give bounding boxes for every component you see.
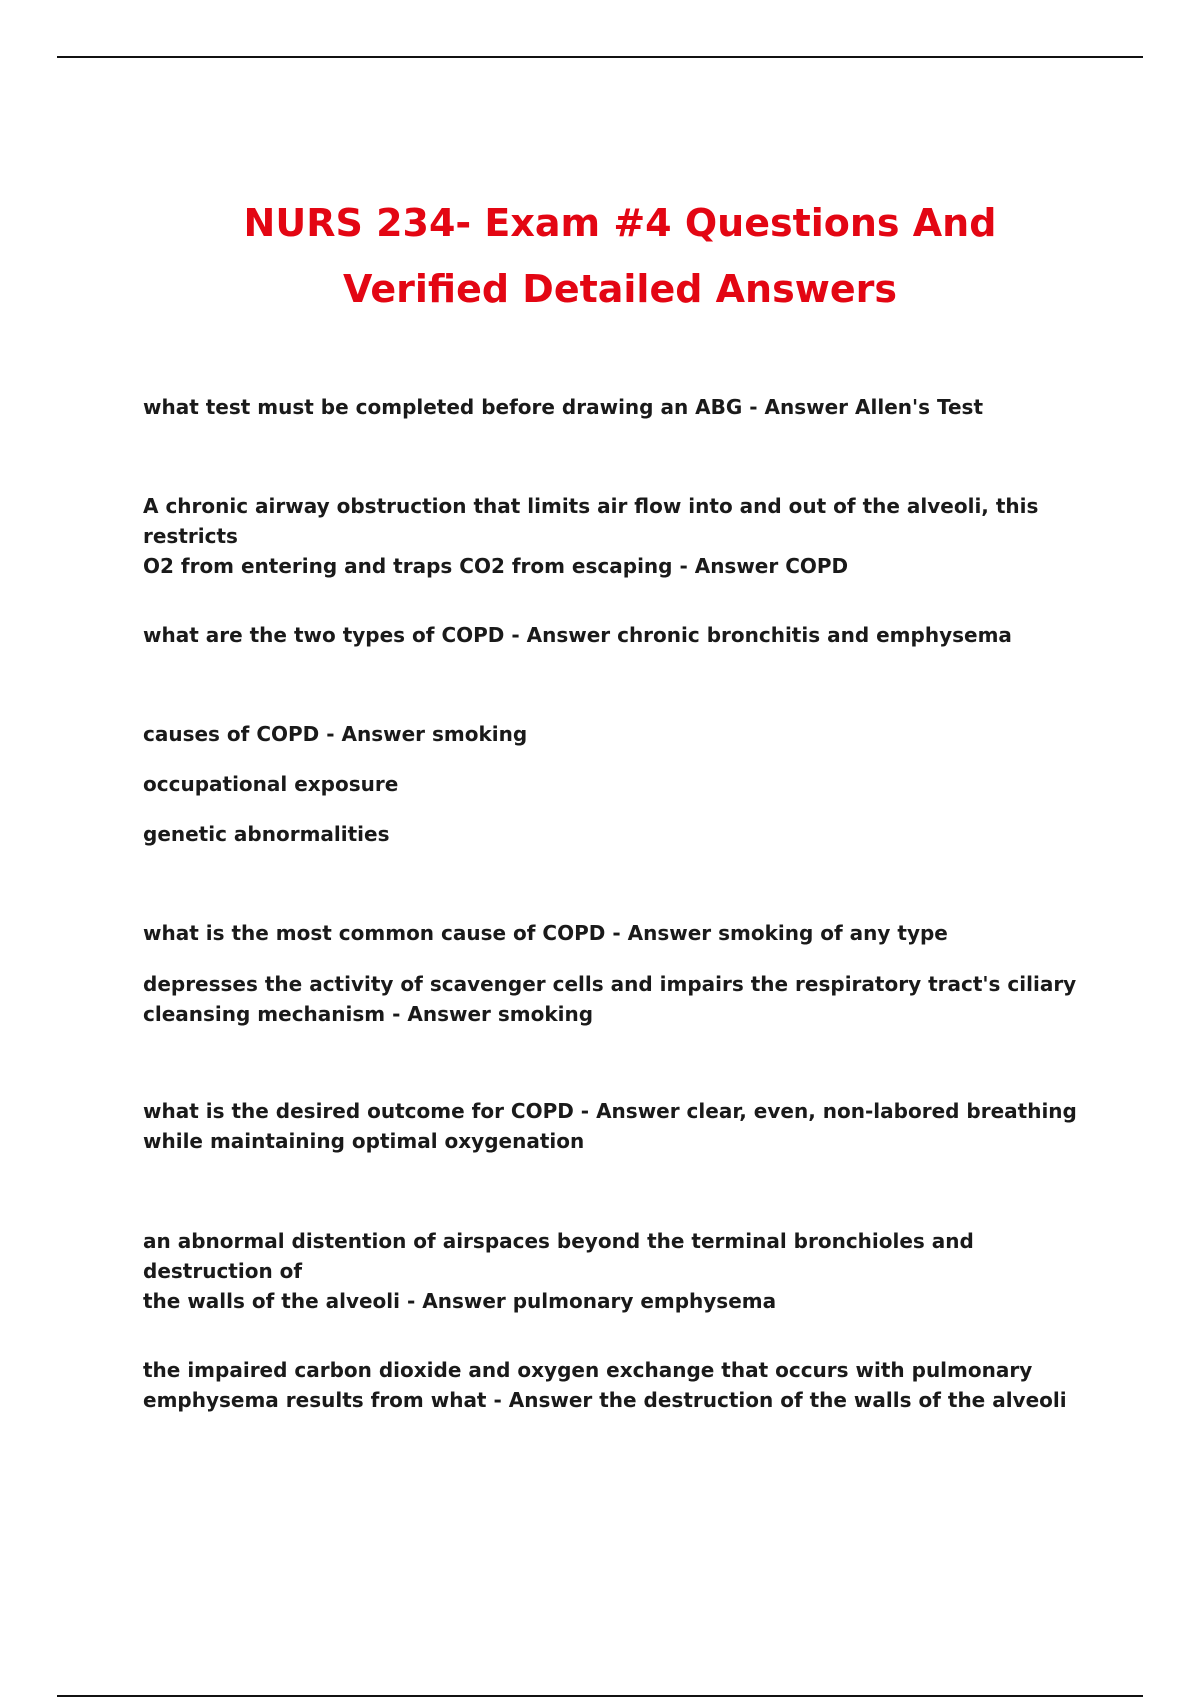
qa-line: while maintaining optimal oxygenation (143, 1129, 585, 1153)
qa-item (143, 1226, 1093, 1316)
qa-line: what is the desired outcome for COPD - Answer clear, even, non-labored breathing (143, 1099, 1077, 1123)
bottom-rule (57, 1695, 1143, 1697)
qa-line: what test must be completed before drawing an ABG - Answer Allen's Test (143, 395, 983, 419)
qa-line: emphysema results from what - Answer the destruction of the walls of the alveoli (143, 1388, 1067, 1412)
qa-line: the walls of the alveoli - Answer pulmonary emphysema (143, 1289, 777, 1313)
document-title (140, 190, 1100, 322)
qa-item (143, 918, 1093, 948)
qa-item (143, 969, 1093, 1029)
qa-line: what is the most common cause of COPD - Answer smoking of any type (143, 921, 948, 945)
top-rule (57, 56, 1143, 58)
qa-item (143, 769, 1093, 799)
qa-line: O2 from entering and traps CO2 from escaping - Answer COPD (143, 554, 849, 578)
title-line-1: NURS 234- Exam #4 Questions And (243, 201, 997, 245)
qa-line: an abnormal distention of airspaces beyond the terminal bronchioles and destruction of (143, 1229, 974, 1283)
qa-item (143, 392, 1093, 422)
qa-item (143, 819, 1093, 849)
qa-item (143, 620, 1093, 650)
title-line-2: Verified Detailed Answers (343, 267, 897, 311)
qa-item (143, 719, 1093, 749)
qa-line: A chronic airway obstruction that limits air flow into and out of the alveoli, this restricts (143, 494, 1039, 548)
qa-line: genetic abnormalities (143, 822, 390, 846)
qa-item (143, 491, 1093, 581)
qa-line: cleansing mechanism - Answer smoking (143, 1002, 594, 1026)
qa-line: causes of COPD - Answer smoking (143, 722, 528, 746)
qa-line: depresses the activity of scavenger cells and impairs the respiratory tract's ciliary (143, 972, 1077, 996)
qa-line: the impaired carbon dioxide and oxygen exchange that occurs with pulmonary (143, 1358, 1033, 1382)
qa-item (143, 1355, 1093, 1415)
qa-line: what are the two types of COPD - Answer chronic bronchitis and emphysema (143, 623, 1012, 647)
qa-item (143, 1096, 1093, 1156)
qa-line: occupational exposure (143, 772, 399, 796)
